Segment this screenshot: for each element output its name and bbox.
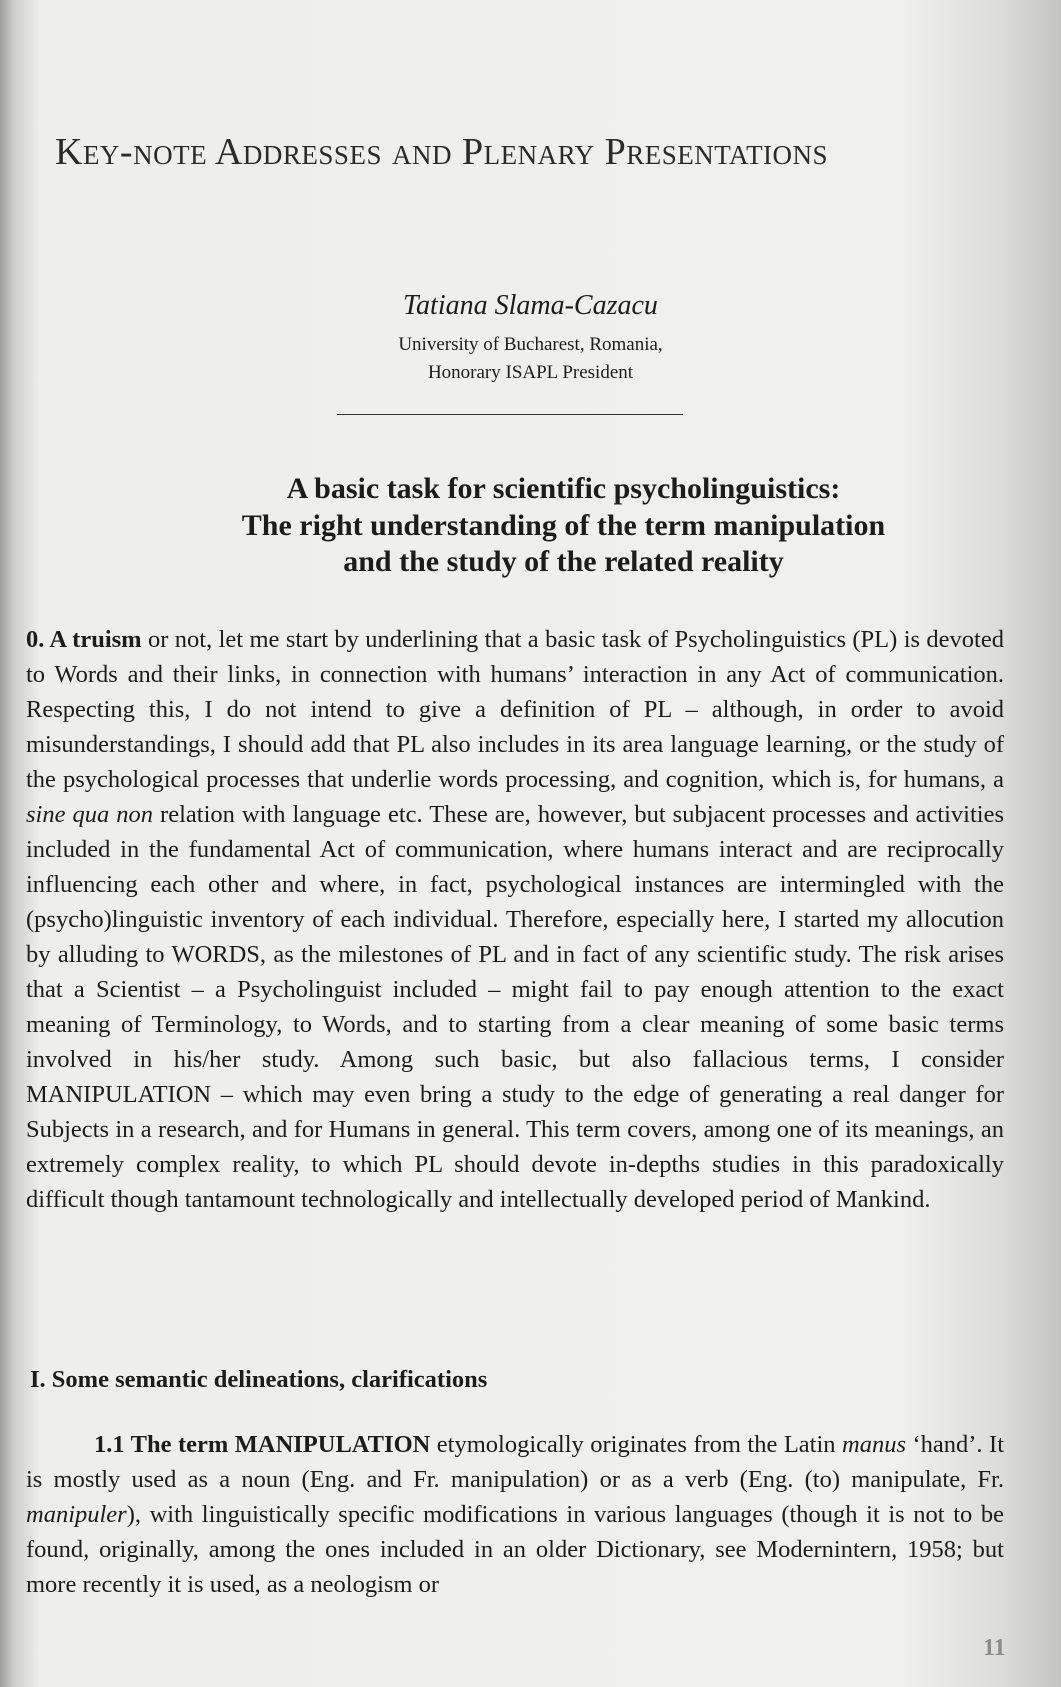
- paragraph-0-lead: 0. A truism: [26, 626, 142, 653]
- divider-rule: [337, 414, 683, 415]
- paragraph-1: [26, 1427, 1004, 1602]
- paragraph-0-italic: sine qua non: [26, 801, 154, 828]
- affiliation-line-2: Honorary ISAPL President: [427, 362, 634, 383]
- paragraph-1-text-c: ), with linguistically specific modifications in various languages (though it is not to be found, originally, among the ones included in an older Dictionary, see Modernintern, 1958; but more recently it is used, as a neologism or: [26, 1501, 1004, 1598]
- paragraph-0-text-b: relation with language etc. These are, however, but subjacent processes and activities included in the fundamental Act of communication, where humans interact and are reciprocally influencing each other and where, in fact, psychological instances are intermingled with the (psycho)linguistic inventory of each individual. Therefore, especially here, I started my allocution by alluding to WORDS, as the milestones of PL and in fact of any scientific study. The risk arises that a Scientist – a Psycholinguist included – might fail to pay enough attention to the exact meaning of Terminology, to Words, and to starting from a clear meaning of some basic terms involved in his/her study. Among such basic, but also fallacious terms, I consider MANIPULATION – which may even bring a study to the edge of generating a real danger for Subjects in a research, and for Humans in general. This term covers, among one of its meanings, an extremely complex reality, to which PL should devote in-depths studies in this paradoxically difficult though tantamount technologically and intellectually developed period of Mankind.: [26, 801, 1004, 1213]
- author-name: Tatiana Slama-Cazacu: [403, 290, 658, 321]
- paragraph-0: [26, 622, 1004, 1217]
- section-header: Key-note Addresses and Plenary Presentations: [55, 131, 829, 173]
- paragraph-1-lead: 1.1 The term MANIPULATION: [94, 1431, 431, 1458]
- title-line-3: and the study of the related reality: [343, 545, 784, 578]
- paragraph-1-italic-b: manipuler: [26, 1501, 127, 1528]
- paragraph-0-text-a: or not, let me start by underlining that a basic task of Psycholinguistics (PL) is devoted to Words and their links, in connection with humans’ interaction in any Act of communication. Respecting this, I do not intend to give a definition of PL – although, in order to avoid misunderstandings, I should add that PL also includes in its area language learning, or the study of the psychological processes that underlie words processing, and cognition, which is, for humans, a: [26, 626, 1004, 793]
- page-number: 11: [983, 1635, 1006, 1661]
- paragraph-1-text-b: ‘hand’. It is mostly used as a noun (Eng. and Fr. manipulation) or as a verb (Eng. (to) manipulate, Fr.: [26, 1431, 1004, 1493]
- title-line-2: The right understanding of the term manipulation: [241, 509, 886, 542]
- title-line-1: A basic task for scientific psycholinguistics:: [286, 472, 841, 505]
- paragraph-1-italic-a: manus: [842, 1431, 907, 1458]
- section-1-heading: I. Some semantic delineations, clarifications: [30, 1366, 488, 1393]
- affiliation-line-1: University of Bucharest, Romania,: [398, 334, 663, 355]
- paragraph-1-text-a: etymologically originates from the Latin: [430, 1431, 843, 1458]
